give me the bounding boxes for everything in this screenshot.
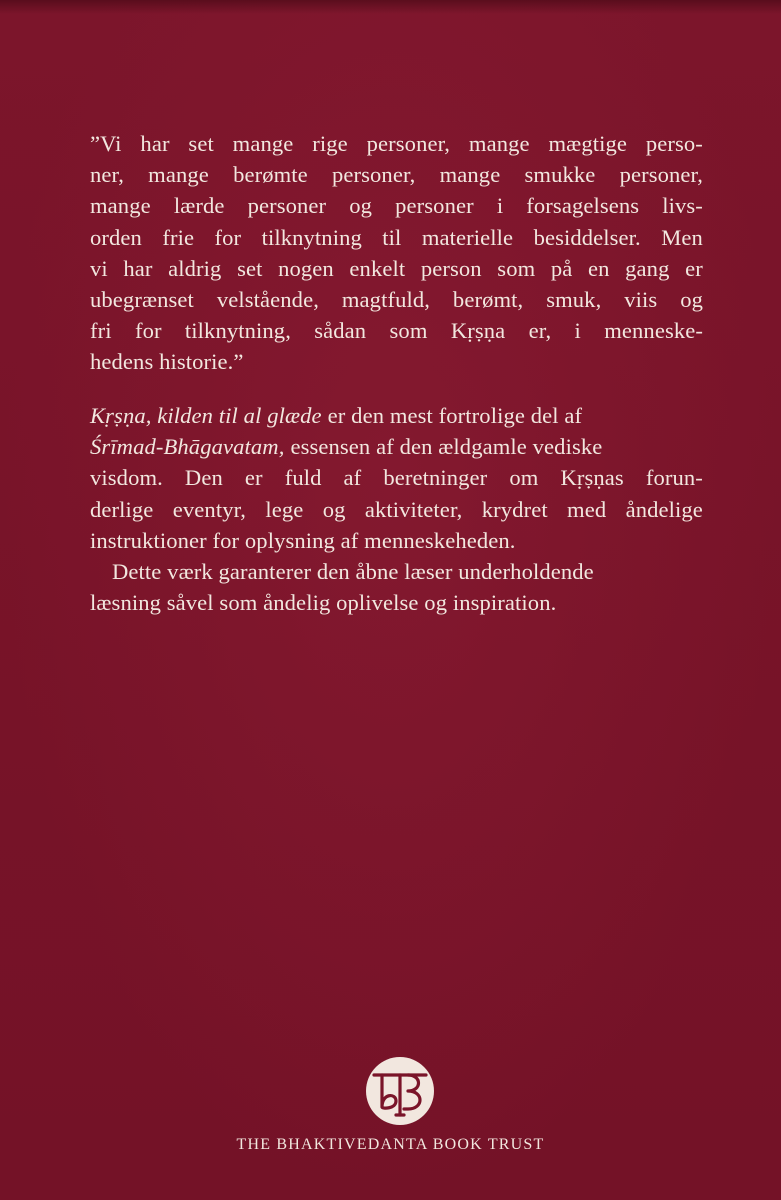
word: visdom. — [90, 465, 163, 491]
word: mange — [468, 131, 530, 156]
word: for — [214, 224, 242, 250]
word: fri — [90, 318, 112, 344]
word: orden — [90, 224, 142, 250]
desc-line — [90, 587, 703, 618]
word: perso- — [645, 131, 703, 156]
word: og — [322, 496, 346, 522]
word: tilknytning, — [184, 318, 291, 344]
word: ubegrænset — [90, 286, 194, 312]
word: set — [188, 131, 214, 156]
word: ”Vi — [90, 131, 122, 156]
word: Kṛṣṇa — [450, 318, 506, 344]
word: person — [420, 255, 482, 281]
word: gang — [625, 255, 670, 281]
word: berømte — [233, 162, 308, 188]
word: er — [244, 465, 263, 491]
word: forun- — [645, 465, 703, 491]
publisher-name: THE BHAKTIVEDANTA BOOK TRUST — [236, 1136, 545, 1153]
word: Men — [661, 224, 703, 250]
quote-line — [90, 190, 703, 221]
word: lærde — [173, 193, 225, 219]
word: lege — [265, 496, 304, 522]
source-title-italic: Śrīmad-Bhāgavatam, — [90, 434, 285, 460]
quote-line — [90, 222, 703, 253]
desc-line-text: instruktioner for oplysning af menneskeheden. — [90, 527, 516, 553]
word: tilknytning — [261, 224, 362, 250]
word: derlige — [90, 496, 154, 522]
word: er, — [528, 318, 552, 344]
word: viis — [624, 286, 658, 312]
word: og — [680, 286, 703, 312]
desc-line-text: essensen af den ældgamle vediske — [290, 434, 603, 460]
desc-line — [90, 525, 703, 556]
word: aldrig — [168, 255, 222, 281]
word: sådan — [314, 318, 367, 344]
desc-line-text: er den mest fortrolige del af — [327, 403, 583, 428]
word: vi — [90, 255, 108, 281]
book-title-italic: Kṛṣṇa, kilden til al glæde — [90, 403, 322, 428]
desc-line-text: Dette værk garanterer den åbne læser underholdende — [112, 558, 594, 584]
cover-edge-shadow — [0, 0, 781, 14]
word: personer, — [331, 162, 416, 188]
word: frie — [162, 224, 195, 250]
word: mange — [439, 162, 501, 188]
quote-line — [90, 315, 703, 346]
word: personer — [395, 193, 474, 219]
word: Den — [184, 465, 223, 491]
word: magtfuld, — [341, 286, 430, 312]
word: forsagelsens — [526, 193, 640, 219]
description-paragraph — [90, 400, 703, 618]
word: af — [343, 465, 362, 491]
word: aktiviteter, — [364, 496, 463, 522]
word: mange — [90, 193, 151, 219]
word: i — [496, 193, 504, 219]
word: er — [685, 255, 703, 281]
quote-line — [90, 284, 703, 315]
quote-line — [90, 253, 703, 284]
quote-line-text: hedens historie.” — [90, 349, 244, 375]
word: beretninger — [383, 465, 488, 491]
word: har — [123, 255, 153, 281]
word: smukke — [524, 162, 596, 188]
word: set — [237, 255, 263, 281]
word: eventyr, — [172, 496, 247, 522]
word: mægtige — [548, 131, 628, 156]
desc-line — [90, 462, 703, 493]
bbt-emblem-icon — [360, 1053, 440, 1133]
word: krydret — [481, 496, 548, 522]
desc-line — [90, 494, 703, 525]
quote-line — [90, 159, 703, 190]
word: velstående, — [216, 286, 319, 312]
word: nogen — [278, 255, 334, 281]
word: livs- — [662, 193, 703, 219]
word: som — [389, 318, 428, 344]
quote-line — [90, 128, 703, 159]
word: om — [509, 465, 539, 491]
word: rige — [312, 131, 348, 156]
word: enkelt — [349, 255, 406, 281]
word: som — [497, 255, 536, 281]
word: i — [574, 318, 581, 344]
word: en — [588, 255, 610, 281]
word: menneske- — [604, 318, 703, 344]
desc-line — [90, 431, 703, 462]
word: ner, — [90, 162, 124, 188]
word: på — [550, 255, 573, 281]
word: med — [567, 496, 607, 522]
word: mange — [148, 162, 209, 188]
word: smuk, — [546, 286, 602, 312]
word: Kṛṣṇas — [560, 465, 624, 491]
quote-line — [90, 346, 703, 377]
word: har — [140, 131, 170, 156]
word: åndelige — [625, 496, 703, 522]
desc-line — [90, 556, 703, 587]
desc-line-text: læsning såvel som åndelig oplivelse og inspiration. — [90, 590, 557, 616]
word: mange — [232, 131, 294, 156]
quote-paragraph — [90, 128, 703, 378]
word: berømt, — [452, 286, 524, 312]
word: til — [382, 224, 402, 250]
word: og — [349, 193, 373, 219]
word: personer, — [366, 131, 451, 156]
word: fuld — [284, 465, 322, 491]
word: personer — [247, 193, 327, 219]
word: besiddelser. — [533, 224, 641, 250]
desc-line — [90, 400, 703, 431]
word: materielle — [421, 224, 514, 250]
word: personer, — [619, 162, 703, 188]
word: for — [134, 318, 162, 344]
